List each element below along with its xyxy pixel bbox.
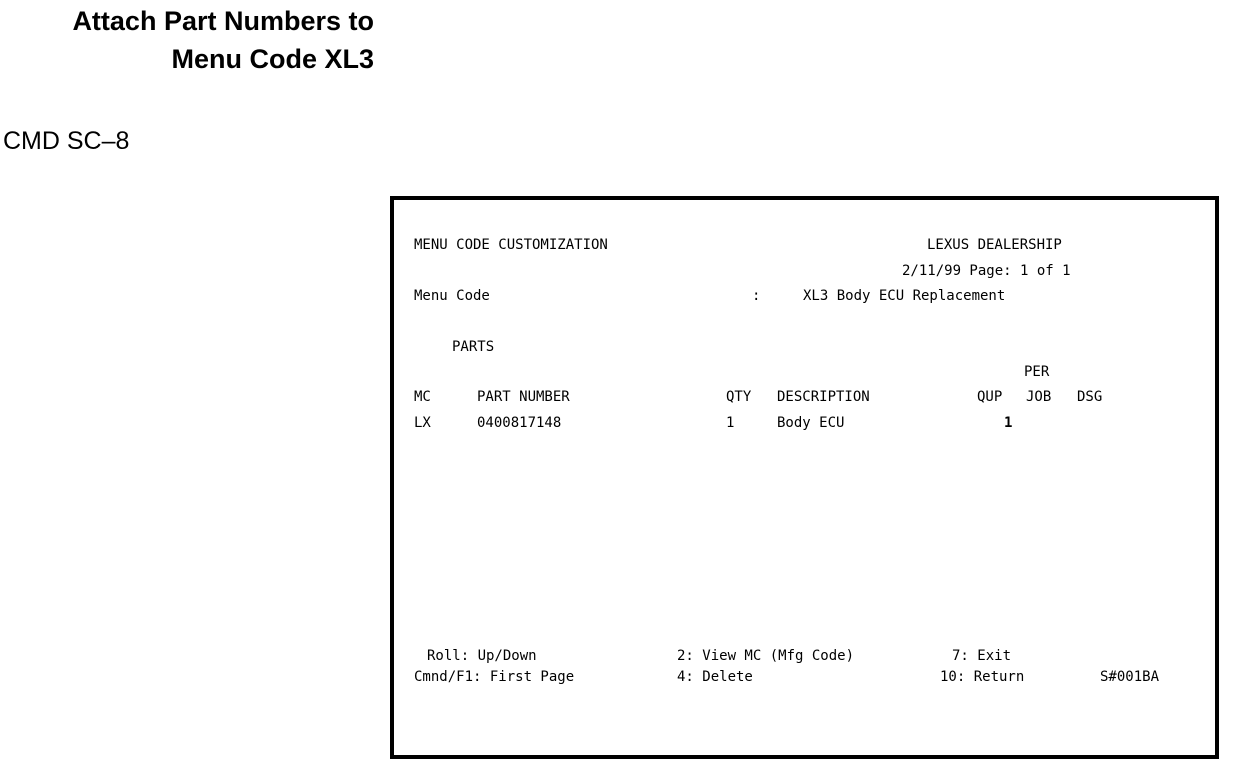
terminal-screen [390,196,1219,759]
first-page-key-hint[interactable]: Cmnd/F1: First Page [414,669,575,685]
delete-key-hint[interactable]: 4: Delete [677,669,753,685]
row-qup[interactable]: 1 [1004,415,1013,431]
row-part-number[interactable]: 0400817148 [477,415,562,431]
exit-key-hint[interactable]: 7: Exit [952,648,1012,664]
date-page-indicator: 2/11/99 Page: 1 of 1 [902,263,1071,279]
view-mc-key-hint[interactable]: 2: View MC (Mfg Code) [677,648,855,664]
menu-code-value[interactable]: XL3 Body ECU Replacement [803,288,1006,304]
command-reference: CMD SC–8 [3,127,130,155]
column-header-qty: QTY [726,389,752,405]
row-qty[interactable]: 1 [726,415,735,431]
return-key-hint[interactable]: 10: Return [940,669,1025,685]
dealership-name: LEXUS DEALERSHIP [927,237,1062,253]
column-header-qup: QUP [977,389,1003,405]
roll-key-hint[interactable]: Roll: Up/Down [427,648,537,664]
screen-title: MENU CODE CUSTOMIZATION [414,237,608,253]
row-description: Body ECU [777,415,845,431]
per-header-top: PER [1024,364,1050,380]
document-title [0,2,374,78]
column-header-part-number: PART NUMBER [477,389,570,405]
column-header-mc: MC [414,389,431,405]
menu-code-separator: : [752,288,761,304]
screen-id: S#001BA [1100,669,1160,685]
document-title-line-1: Attach Part Numbers to [72,6,374,36]
column-header-job: JOB [1026,389,1052,405]
menu-code-label: Menu Code [414,288,490,304]
column-header-dsg: DSG [1077,389,1103,405]
column-header-description: DESCRIPTION [777,389,870,405]
parts-section-label: PARTS [452,339,495,355]
document-title-line-2: Menu Code XL3 [171,44,374,74]
row-mc[interactable]: LX [414,415,431,431]
